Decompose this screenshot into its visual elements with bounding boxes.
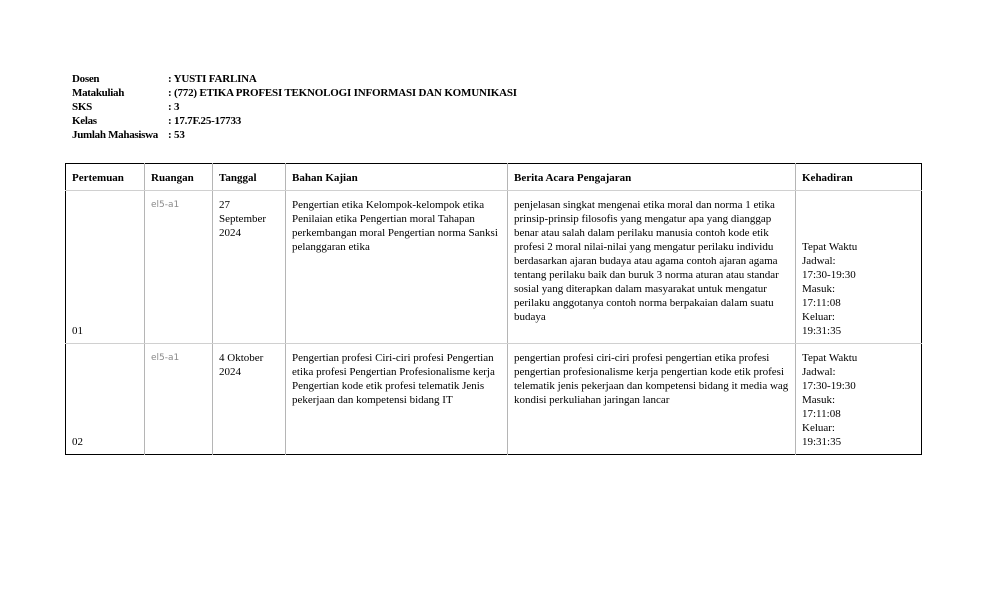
jadwal-label: Jadwal: [802,255,836,267]
bahan-kajian-cell: Pengertian profesi Ciri-ciri profesi Pengertian etika profesi Pengertian Profesionalisme kerja Pengertian kode etik profesi telematik Jenis pekerjaan dan kompetensi bidang IT [286,344,508,455]
header-tanggal: Tanggal [213,164,286,191]
keluar-label: Keluar: [802,422,835,434]
bahan-kajian-cell: Pengertian etika Kelompok-kelompok etika Penilaian etika Pengertian moral Tahapan perkembangan moral Pengertian norma Sanksi pelanggaran etika [286,191,508,344]
jumlah-mahasiswa-label: Jumlah Mahasiswa [72,129,158,141]
tanggal-year: 2024 [219,366,241,378]
masuk-value: 17:11:08 [802,297,841,309]
header-pertemuan: Pertemuan [66,164,145,191]
course-info [72,72,517,142]
attendance-table [65,163,922,455]
keluar-value: 19:31:35 [802,436,842,448]
table-header-row [66,164,922,191]
table-row [66,191,922,344]
tanggal-cell [213,191,286,344]
jadwal-value: 17:30-19:30 [802,269,856,281]
keluar-value: 19:31:35 [802,325,842,337]
masuk-label: Masuk: [802,283,835,295]
sks-label: SKS [72,101,92,113]
sks-value: : 3 [168,101,180,113]
kehadiran-cell [796,344,922,455]
ruangan-cell: el5-a1 [145,191,213,344]
tanggal-day: 27 [219,199,230,211]
berita-acara-cell: penjelasan singkat mengenai etika moral dan norma 1 etika prinsip-prinsip filosofis yang mengatur apa yang dianggap benar atau salah dalam perilaku manusia contoh kode etik profesi 2 moral nilai-nilai yang mengatur perilaku individu berdasarkan ajaran budaya atau agama contoh ajaran agama tentang perilaku baik dan buruk 3 norma aturan atau standar sosial yang diterapkan dalam masyarakat untuk mengatur perilaku anggotanya contoh norma berpakaian dalam suatu budaya [508,191,796,344]
berita-acara-cell: pengertian profesi ciri-ciri profesi pengertian etika profesi pengertian profesionalisme kerja pengertian kode etik profesi telematik jenis pekerjaan dan kompetensi bidang it media wag kondisi perkuliahan jaringan lancar [508,344,796,455]
info-row-kelas [72,114,517,128]
masuk-value: 17:11:08 [802,408,841,420]
keluar-label: Keluar: [802,311,835,323]
tanggal-year: 2024 [219,227,241,239]
header-kehadiran: Kehadiran [796,164,922,191]
header-ruangan: Ruangan [145,164,213,191]
info-row-matakuliah [72,86,517,100]
kehadiran-status: Tepat Waktu [802,352,858,364]
kehadiran-cell [796,191,922,344]
info-row-sks [72,100,517,114]
header-berita-acara: Berita Acara Pengajaran [508,164,796,191]
kelas-value: : 17.7F.25-17733 [168,115,242,127]
tanggal-month: September [219,213,267,225]
kehadiran-status: Tepat Waktu [802,241,858,253]
pertemuan-cell: 01 [66,191,145,344]
matakuliah-value: : (772) ETIKA PROFESI TEKNOLOGI INFORMASI DAN KOMUNIKASI [168,87,517,99]
masuk-label: Masuk: [802,394,835,406]
jadwal-value: 17:30-19:30 [802,380,856,392]
matakuliah-label: Matakuliah [72,87,125,99]
kelas-label: Kelas [72,115,97,127]
table-row [66,344,922,455]
pertemuan-cell: 02 [72,436,83,448]
dosen-value: : YUSTI FARLINA [168,73,257,85]
jadwal-label: Jadwal: [802,366,836,378]
info-row-dosen [72,72,517,86]
header-bahan-kajian: Bahan Kajian [286,164,508,191]
info-row-jumlah [72,128,517,142]
tanggal-cell [213,344,286,455]
ruangan-cell: el5-a1 [145,344,213,455]
jumlah-mahasiswa-value: : 53 [168,129,185,141]
tanggal-day-month: 4 Oktober [219,352,264,364]
dosen-label: Dosen [72,73,100,85]
